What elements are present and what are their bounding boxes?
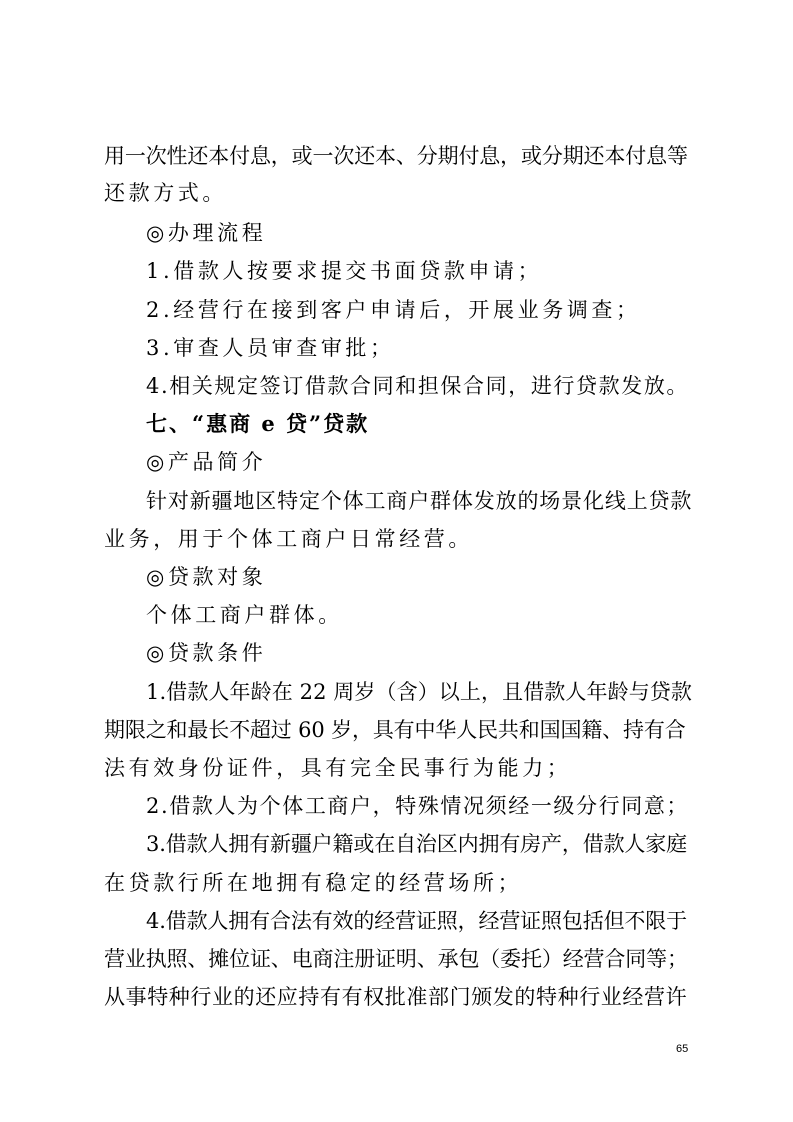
list-item: 2.经营行在接到客户申请后，开展业务调查；: [146, 298, 641, 322]
list-item: 4.借款人拥有合法有效的经营证照，经营证照包括但不限于: [146, 909, 687, 933]
list-item: 2.借款人为个体工商户，特殊情况须经一级分行同意；: [146, 794, 690, 818]
list-item: 1.借款人按要求提交书面贷款申请；: [146, 259, 543, 283]
list-item: 3.审查人员审查审批；: [146, 336, 395, 360]
body-text-line: 针对新疆地区特定个体工商户群体发放的场景化线上贷款: [146, 489, 693, 513]
list-item: 4.相关规定签订借款合同和担保合同，进行贷款发放。: [146, 374, 690, 398]
body-text-line: 法有效身份证件，具有完全民事行为能力；: [104, 756, 572, 780]
body-text-line: 期限之和最长不超过 60 岁，具有中华人民共和国国籍、持有合: [104, 718, 686, 742]
section-label: ◎贷款条件: [146, 641, 267, 665]
body-text-line: 业务，用于个体工商户日常经营。: [104, 527, 473, 551]
body-text-line: 营业执照、摊位证、电商注册证明、承包（委托）经营合同等；: [104, 947, 688, 971]
body-text-line: 在贷款行所在地拥有稳定的经营场所；: [104, 871, 523, 895]
body-text-line: 从事特种行业的还应持有有权批准部门颁发的特种行业经营许: [104, 985, 688, 1009]
body-text-line: 还款方式。: [104, 181, 227, 205]
section-label: ◎贷款对象: [146, 565, 267, 589]
section-heading: 七、“惠商 e 贷”贷款: [146, 411, 370, 436]
list-item: 1.借款人年龄在 22 周岁（含）以上，且借款人年龄与贷款: [146, 680, 693, 704]
section-label: ◎办理流程: [146, 221, 267, 245]
body-text-line: 个体工商户群体。: [146, 603, 343, 627]
section-label: ◎产品简介: [146, 450, 267, 474]
list-item: 3.借款人拥有新疆户籍或在自治区内拥有房产，借款人家庭: [146, 832, 687, 856]
page-number: 65: [676, 1043, 689, 1055]
body-text-line: 用一次性还本付息，或一次还本、分期付息，或分期还本付息等: [104, 144, 688, 168]
